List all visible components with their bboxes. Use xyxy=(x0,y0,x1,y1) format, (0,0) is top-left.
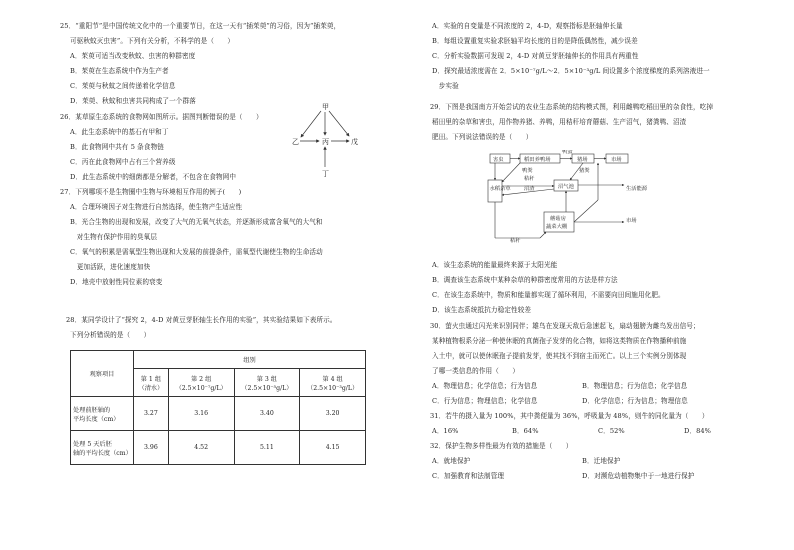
q29-stem-line1: 29．下图是我国南方开始尝试的农业生态系统的结构模式图，利用雌鸭吃稻田里的杂食性，吃掉 xyxy=(430,103,714,111)
q31-option-d: D．84% xyxy=(684,427,712,435)
node-biogas: 沼气池 xyxy=(558,184,574,190)
q31-option-a: A．16% xyxy=(432,427,459,435)
label-pig-dung: 猪粪 xyxy=(579,168,590,174)
q30-option-a: A．物理信息；化学信息；行为信息 xyxy=(432,382,538,390)
q29-option-d: D．该生态系统抵抗力稳定性较差 xyxy=(432,306,532,314)
q28-option-a: A．实验的自变量是不同浓度的 2，4-D，观察指标是胚轴伸长量 xyxy=(432,22,623,30)
table-col-group1: 第 1 组 （清水） xyxy=(134,369,169,397)
food-web-node-jia: 甲 xyxy=(322,103,329,111)
table-cell: 5.11 xyxy=(234,431,300,465)
q26-option-d: D．此生态系统中的细菌都是分解者，不包含在食物网中 xyxy=(70,173,237,181)
q32-option-b: B．迁地保护 xyxy=(582,457,621,465)
food-web-node-bing: 丙 xyxy=(322,138,329,146)
label-straw: 秸秆 xyxy=(524,176,535,182)
table-row-label: 处理 5 天后胚 轴的平均长度（cm） xyxy=(71,431,134,465)
q30-stem-line4: 了哪一类信息的作用（ ） xyxy=(432,367,520,375)
q25-option-c: C．茱萸与秋蚊之间传递着化学信息 xyxy=(70,82,176,90)
food-web-node-ding: 丁 xyxy=(322,170,329,178)
q27-option-d: D．地壳中放射性同位素的衰变 xyxy=(70,278,163,286)
q26-option-a: A．此生态系统中的基石有甲和丁 xyxy=(70,128,169,136)
food-web-diagram xyxy=(285,100,365,180)
table-cell: 3.96 xyxy=(134,431,169,465)
q26-option-c: C．丙在此食物网中占有三个营养级 xyxy=(70,158,176,166)
q30-stem-line3: 入土中，就可以使休眠孢子提前发芽，使其找不到宿主而死亡。以上三个实例分别体现 xyxy=(432,352,687,360)
table-col-group2: 第 2 组 （2.5×10⁻⁷g/L） xyxy=(168,369,234,397)
q27-stem: 27．下列哪项不是生物圈中生物与环境相互作用的例子( ) xyxy=(60,188,242,196)
table-col-group3: 第 3 组 （2.5×10⁻⁵g/L） xyxy=(234,369,300,397)
q32-stem: 32．保护生物多样性最为有效的措施是（ ） xyxy=(430,442,573,450)
node-market-1: 市场 xyxy=(611,157,622,163)
q25-option-d: D．茱萸、秋蚊和虫害共同构成了一个群落 xyxy=(70,97,196,105)
q31-option-c: C．52% xyxy=(598,427,625,435)
table-cell: 3.16 xyxy=(168,397,234,431)
table-row-label: 处理前胚轴的 平均长度（cm） xyxy=(71,397,134,431)
q28-results-table xyxy=(70,350,366,465)
node-pest: 害虫 xyxy=(493,157,504,163)
table-corner-header: 观察项目 xyxy=(71,351,134,397)
q30-stem-line2: 某种植物根系分泌一种使休眠的真菌孢子发芽的化合物，如将这类物质在作物播种前施 xyxy=(432,337,687,345)
q27-option-b-line2: 对生物有保护作用的臭氧层 xyxy=(70,233,158,241)
label-duck-egg: 鸭蛋 xyxy=(562,150,573,155)
q25-stem-line2: 可驱秋蚊灭虫害”。下列有关分析，不科学的是（ ） xyxy=(70,37,235,45)
agri-ecosystem-diagram xyxy=(480,150,650,248)
q25-stem-line1: 25．“重阳节”是中国传统文化中的一个重要节日，在这一天有“插茱萸”的习俗，因为“插茱萸， xyxy=(60,22,341,30)
label-duck-dung: 鸭粪 xyxy=(522,168,533,174)
label-energy: 生活能源 xyxy=(626,186,648,192)
table-col-group4: 第 4 组 （2.5×10⁻³g/L） xyxy=(300,369,366,397)
q29-stem-line2: 稻田里的杂草和害虫，用作物养猪、养鸭，用秸秆培育蘑菇、生产沼气，猪粪鸭、沼渣 xyxy=(432,118,687,126)
label-residue: 沼渣 xyxy=(524,186,535,192)
q29-stem-line3: 肥田。下列说法错误的是（ ） xyxy=(432,133,533,141)
table-cell: 4.15 xyxy=(300,431,366,465)
table-cell: 3.40 xyxy=(234,397,300,431)
label-straw-2: 秸秆 xyxy=(510,238,521,244)
node-rice-weeds: 水稻杂草 xyxy=(489,186,511,192)
table-group-header: 组别 xyxy=(134,351,366,369)
q29-option-c: C．在该生态系统中，物质和能量都实现了循环利用，不需要向田间施用化肥。 xyxy=(432,291,665,299)
q30-stem-line1: 30．萤火虫通过闪光来识别同伴；雄鸟在发现天敌后急速起飞，扇动翅膀为雌鸟发出信号； xyxy=(430,322,700,330)
node-greenhouse: 蔬菜大棚 xyxy=(546,224,568,230)
food-web-node-yi: 乙 xyxy=(292,138,299,146)
q25-option-b: B．茱萸在生态系统中作为生产者 xyxy=(70,67,169,75)
table-row xyxy=(71,397,366,431)
q27-option-c-line1: C．氧气的积累是需氧型生物出现和大发展的前提条件，需氧型代谢使生物的生命活动 xyxy=(70,248,323,256)
q29-option-a: A．该生态系统的能量最终来源于太阳光能 xyxy=(432,261,558,269)
q27-option-b-line1: B．光合生物的出现和发展，改变了大气的无氧气状态，并逐渐形成富含氧气的大气和 xyxy=(70,218,323,226)
q27-option-a: A．合理环境因子对生物进行自然选择，使生物产生适应性 xyxy=(70,203,243,211)
q32-option-a: A．就地保护 xyxy=(432,457,471,465)
q28-stem-line1: 28．某同学设计了“探究 2，4-D 对黄豆芽胚轴生长作用的实验”，其实验结果如下表所示。 xyxy=(66,316,337,324)
q30-option-c: C．行为信息；物理信息；化学信息 xyxy=(432,397,538,405)
q30-option-b: B．物理信息；行为信息；化学信息 xyxy=(582,382,688,390)
q32-option-d: D．对濒危动植物集中于一地进行保护 xyxy=(582,472,695,480)
label-market-2: 市场 xyxy=(626,218,637,224)
q28-option-d-line2: 步实验 xyxy=(432,82,459,90)
q27-option-c-line2: 更加活跃，进化速度加快 xyxy=(70,263,151,271)
q29-option-b: B．调查该生态系统中某种杂草的种群密度常用的方法是样方法 xyxy=(432,276,618,284)
node-paddy-duck: 稻田养鸭场 xyxy=(524,157,551,163)
table-row xyxy=(71,431,366,465)
q28-stem-line2: 下列分析错误的是（ ） xyxy=(70,331,151,339)
q28-option-d-line1: D．探究最适浓度需在 2．5×10⁻⁷g/L～2．5×10⁻³g/L 间设置多个浓度梯度的系列溶液进一 xyxy=(432,67,710,75)
table-cell: 4.52 xyxy=(168,431,234,465)
q25-option-a: A．茱萸可适当改变秋蚊、虫害的种群密度 xyxy=(70,52,196,60)
q26-option-b: B．此食物网中共有 5 条食物链 xyxy=(70,143,164,151)
q28-option-b: B．每组设置重复实验求胚轴平均长度的目的是降低偶然性，减少误差 xyxy=(432,37,638,45)
q30-option-d: D．化学信息；行为信息；物理信息 xyxy=(582,397,688,405)
q32-option-c: C．加强教育和法制管理 xyxy=(432,472,505,480)
table-cell: 3.20 xyxy=(300,397,366,431)
q26-stem: 26．某草原生态系统的食物网如图所示。据图判断错误的是（ ） xyxy=(60,113,263,121)
q31-stem: 31．若牛的摄入量为 100%，其中粪便量为 36%，呼吸量为 48%，则牛的同化量为（ ） xyxy=(430,412,709,420)
node-mushroom: 蘑菇房 xyxy=(550,216,566,222)
food-web-node-wu: 戊 xyxy=(351,138,358,146)
table-cell: 3.27 xyxy=(134,397,169,431)
q31-option-b: B．64% xyxy=(512,427,539,435)
node-pig-farm: 猪场 xyxy=(577,157,588,163)
q28-option-c: C．分析实验数据可发现 2，4-D 对黄豆芽胚轴伸长的作用具有两重性 xyxy=(432,52,639,60)
